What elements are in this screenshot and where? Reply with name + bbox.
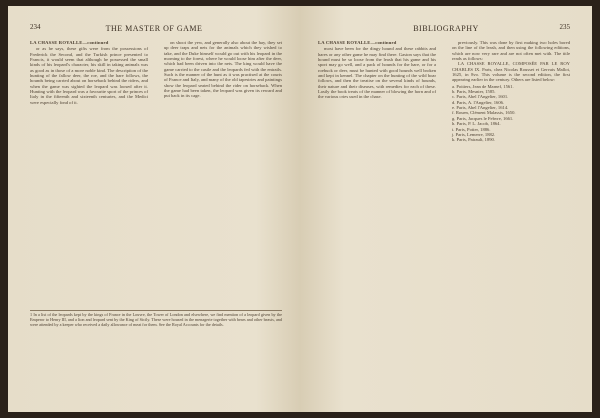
list-item: b. Paris, Mesnier, 1585.	[452, 89, 496, 95]
list-item: j. Paris, Lemerre, 1882.	[452, 131, 496, 137]
section-label-left: LA CHASSE ROYALLE—continued	[30, 40, 109, 45]
list-item: g. Paris, Jacques le Febvre, 1661.	[452, 115, 514, 121]
book-spread	[8, 6, 592, 412]
book-gutter	[296, 6, 304, 412]
right-column-1	[318, 40, 436, 100]
left-col2-text: on shoot the yew, and generally also about the hay, they set up deer traps and nets for the animals which they wished to take, and the Duke himself would go out with his leopard in the morning to the forest, where he would loose him after the deer, which had been driven into the nets. The king would have the game carried to the castle and the leopards fed with the entrails. Such is the manner of the hunt as it was practised at the courts of France and Italy, and many of the old tapestries and paintings show the leopard seated behind the rider on horseback. When the game had been taken, the leopard was given its reward and put back in its cage.	[164, 40, 282, 99]
list-item: d. Paris, A. l'Angelier, 1606.	[452, 99, 505, 105]
right-col2-intro: previously. This was done by first making two holes bored on the line of the leash, and then using the following editions, which are now very rare and are not often met with. The title reads as follows:	[452, 40, 570, 62]
bibliography-entry: LA CHASSE ROYALLE, COMPOSÉE PAR LE ROY CHARLES IX. Paris, chez Nicolas Rousset et Gervais Mallot, 1625, in 8vo. This volume is the second edition, the first appearing earlier in the century. Others are listed below:	[452, 61, 570, 83]
list-item: c. Paris, Abel l'Angelier, 1601.	[452, 94, 509, 100]
list-item: f. Rouen, Clément Malassis, 1650.	[452, 110, 516, 116]
list-item: i. Paris, Potier, 1886.	[452, 126, 491, 132]
footnote: 1 In a list of the leopards kept by the kings of France in the Louvre, the Tower of London and elsewhere, we find mention of a leopard given by the Emperor to Henry III, and a lion and leopard sent by the King of Sicily. These were housed in the menagerie together with bears and other beasts, and were attended by a keeper who received a daily allowance of meat for them. See the Royal Accounts for the details.	[30, 312, 282, 327]
left-page	[8, 6, 300, 412]
section-label-right: LA CHASSE ROYALLE—continued	[318, 40, 397, 45]
left-col1-text: or as he says, these gifts were from the possessions of Frederick the Second, and the Turkish prince presented to Francis, it would seem that although he possessed the small kinds of his leopard's character, his skill in taking animals was as good as in those of a more noble kind. The description of the hunting of the fallow deer, the roe, and the hare follows, the hounds being carried about on horseback behind the riders, and when the game was sighted the leopard was loosed after it. Hunting with the leopard was a favourite sport of the princes of Italy in the fifteenth and sixteenth centuries, and the Medici were especially fond of it.	[30, 46, 148, 105]
right-column-2	[452, 40, 570, 143]
running-head-right: BIBLIOGRAPHY	[413, 24, 479, 33]
edition-list	[452, 84, 570, 143]
right-page	[300, 6, 592, 412]
right-col1-text: most have been for the dingy hound and these rabbits and hares or any other game he may find there. Gaston says that the hound must be so loose from the leash that his game and his sport may go well, and a pack of hounds for the hare, or for a roebuck or deer, must be hunted with good hounds well broken and kept in kennel. The chapter on the hunting of the wild boar follows, and then the treatise on the several kinds of hounds, their nature and their diseases, with remedies for each of these. Lastly the book treats of the manner of blowing the horn and of the various cries used in the chase.	[318, 46, 436, 100]
page-number-left: 234	[30, 23, 41, 31]
page-number-right: 235	[559, 23, 570, 31]
list-item: k. Paris, Pairault, 1890.	[452, 137, 495, 143]
running-head-left: THE MASTER OF GAME	[105, 24, 203, 33]
left-column-1	[30, 40, 148, 105]
list-item: h. Paris, P. L. Jacob, 1864.	[452, 121, 501, 127]
left-column-2	[164, 40, 282, 99]
list-item: a. Poitiers, Jean de Marnef, 1561.	[452, 83, 514, 89]
list-item: e. Paris, Abel l'Angelier, 1614.	[452, 105, 509, 111]
